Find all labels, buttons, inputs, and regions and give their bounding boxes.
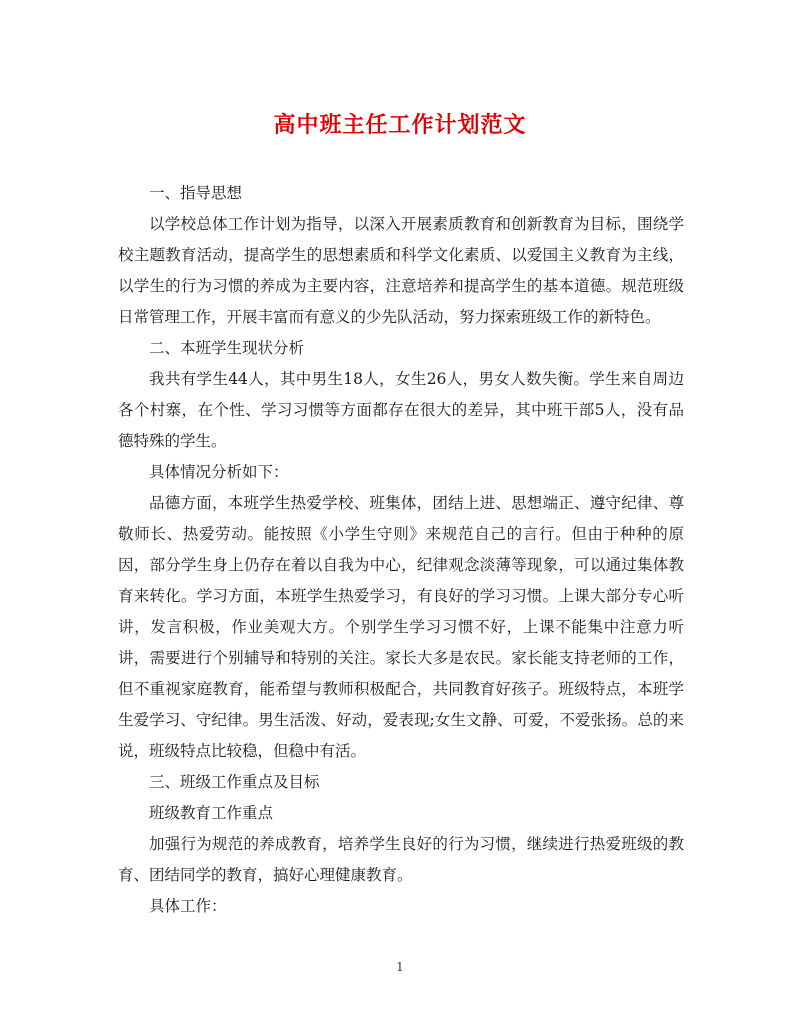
section-heading-work-focus: 三、班级工作重点及目标 [149, 773, 320, 791]
paragraph-guiding-ideology: 以学校总体工作计划为指导，以深入开展素质教育和创新教育为目标，围绕学校主题教育活动，提高学生的思想素质和科学文化素质、以爱国主义教育为主线，以学生的行为习惯的养成为主要内容，注意培养和提高学生的基本道德。规范班级日常管理工作，开展丰富而有意义的少先队活动，努力探索班级工作的新特色。 [118, 215, 684, 326]
document-body [118, 178, 684, 922]
subheading-specific-work: 具体工作： [149, 897, 227, 915]
paragraph-analysis-intro: 具体情况分析如下： [149, 463, 289, 481]
page-number: 1 [396, 960, 404, 974]
section-heading-class-status: 二、本班学生现状分析 [149, 339, 305, 357]
paragraph-education-focus: 加强行为规范的养成教育，培养学生良好的行为习惯，继续进行热爱班级的教育、团结同学的教育，搞好心理健康教育。 [118, 835, 684, 884]
paragraph-class-status: 我共有学生44人，其中男生18人，女生26人，男女人数失衡。学生来自周边各个村寨，在个性、学习习惯等方面都存在很大的差异，其中班干部5人，没有品德特殊的学生。 [118, 370, 684, 450]
subheading-education-focus: 班级教育工作重点 [149, 804, 274, 822]
section-heading-guiding-ideology: 一、指导思想 [149, 184, 243, 202]
paragraph-detailed-analysis: 品德方面，本班学生热爱学校、班集体，团结上进、思想端正、遵守纪律、尊敬师长、热爱劳动。能按照《小学生守则》来规范自己的言行。但由于种种的原因，部分学生身上仍存在着以自我为中心，纪律观念淡薄等现象，可以通过集体教育来转化。学习方面，本班学生热爱学习，有良好的学习习惯。上课大部分专心听讲，发言积极，作业美观大方。个别学生学习习惯不好，上课不能集中注意力听讲，需要进行个别辅导和特别的关注。家长大多是农民。家长能支持老师的工作，但不重视家庭教育，能希望与教师积极配合，共同教育好孩子。班级特点，本班学生爱学习、守纪律。男生活泼、好动，爱表现;女生文静、可爱，不爱张扬。总的来说，班级特点比较稳，但稳中有活。 [118, 494, 684, 760]
document-title: 高中班主任工作计划范文 [273, 112, 527, 138]
